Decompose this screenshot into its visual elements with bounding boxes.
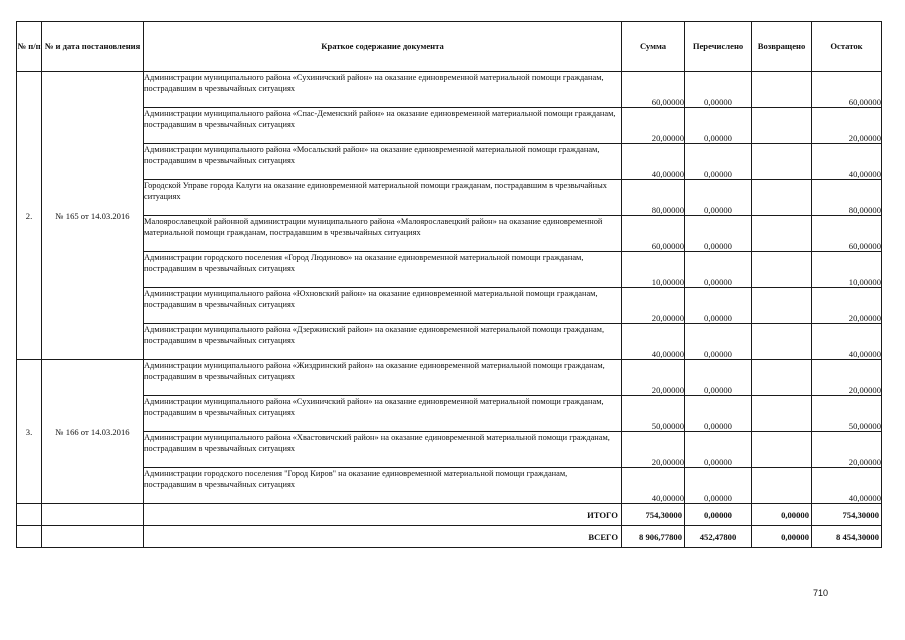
balance-cell: 50,00000 (812, 396, 882, 432)
total-row-vsego (17, 526, 882, 548)
returned-cell (752, 180, 812, 216)
total-row-itogo (17, 504, 882, 526)
returned-cell (752, 324, 812, 360)
grand-total-returned: 0,00000 (752, 526, 812, 548)
total-returned: 0,00000 (752, 504, 812, 526)
returned-cell (752, 396, 812, 432)
returned-cell (752, 108, 812, 144)
transferred-cell: 0,00000 (685, 396, 752, 432)
returned-cell (752, 288, 812, 324)
returned-cell (752, 252, 812, 288)
returned-cell (752, 216, 812, 252)
table-row (17, 288, 882, 324)
balance-cell: 40,00000 (812, 468, 882, 504)
table-row (17, 432, 882, 468)
table-row (17, 252, 882, 288)
description-cell: Администрации муниципального района «Сухиничский район» на оказание единовременной материальной помощи гражданам, пострадавшим в чрезвычайных ситуациях (144, 396, 622, 432)
returned-cell (752, 144, 812, 180)
balance-cell: 20,00000 (812, 432, 882, 468)
description-cell: Администрации муниципального района «Хвастовичский район» на оказание единовременной материальной помощи гражданам, пострадавшим в чрезвычайных ситуациях (144, 432, 622, 468)
sum-cell: 80,00000 (622, 180, 685, 216)
empty-cell (17, 526, 42, 548)
description-cell: Администрации муниципального района «Жиздринский район» на оказание единовременной материальной помощи гражданам, пострадавшим в чрезвычайных ситуациях (144, 360, 622, 396)
description-cell: Администрации муниципального района «Спас-Деменский район» на оказание единовременной материальной помощи гражданам, пострадавшим в чрезвычайных ситуациях (144, 108, 622, 144)
sum-cell: 20,00000 (622, 288, 685, 324)
empty-cell (17, 504, 42, 526)
transferred-cell: 0,00000 (685, 216, 752, 252)
grand-total-transferred: 452,47800 (685, 526, 752, 548)
empty-cell (42, 526, 144, 548)
description-cell: Администрации муниципального района «Сухиничский район» на оказание единовременной материальной помощи гражданам, пострадавшим в чрезвычайных ситуациях (144, 72, 622, 108)
sum-cell: 10,00000 (622, 252, 685, 288)
sum-cell: 40,00000 (622, 324, 685, 360)
sum-cell: 20,00000 (622, 108, 685, 144)
row-number: 3. (17, 360, 42, 504)
transferred-cell: 0,00000 (685, 252, 752, 288)
balance-cell: 20,00000 (812, 360, 882, 396)
header-num: № п/п (17, 22, 42, 72)
transferred-cell: 0,00000 (685, 432, 752, 468)
header-decree: № и дата постановления (42, 22, 144, 72)
grand-total-label: ВСЕГО (144, 526, 622, 548)
table-row (17, 108, 882, 144)
returned-cell (752, 72, 812, 108)
table-row (17, 324, 882, 360)
balance-cell: 10,00000 (812, 252, 882, 288)
balance-cell: 40,00000 (812, 144, 882, 180)
transferred-cell: 0,00000 (685, 360, 752, 396)
grand-total-sum: 8 906,77800 (622, 526, 685, 548)
transferred-cell: 0,00000 (685, 468, 752, 504)
table-row (17, 468, 882, 504)
transferred-cell: 0,00000 (685, 288, 752, 324)
total-balance: 754,30000 (812, 504, 882, 526)
balance-cell: 60,00000 (812, 72, 882, 108)
transferred-cell: 0,00000 (685, 144, 752, 180)
header-transferred: Перечислено (685, 22, 752, 72)
grand-total-balance: 8 454,30000 (812, 526, 882, 548)
description-cell: Городской Управе города Калуги на оказание единовременной материальной помощи гражданам, пострадавшим в чрезвычайных ситуациях (144, 180, 622, 216)
description-cell: Администрации городского поселения «Город Людиново» на оказание единовременной материальной помощи гражданам, пострадавшим в чрезвычайных ситуациях (144, 252, 622, 288)
balance-cell: 20,00000 (812, 108, 882, 144)
sum-cell: 40,00000 (622, 468, 685, 504)
budget-table (16, 21, 882, 548)
table-row (17, 360, 882, 396)
table-row (17, 72, 882, 108)
header-content: Краткое содержание документа (144, 22, 622, 72)
balance-cell: 80,00000 (812, 180, 882, 216)
transferred-cell: 0,00000 (685, 324, 752, 360)
decree-cell: № 166 от 14.03.2016 (42, 360, 144, 504)
empty-cell (42, 504, 144, 526)
returned-cell (752, 432, 812, 468)
transferred-cell: 0,00000 (685, 72, 752, 108)
balance-cell: 60,00000 (812, 216, 882, 252)
balance-cell: 40,00000 (812, 324, 882, 360)
returned-cell (752, 360, 812, 396)
transferred-cell: 0,00000 (685, 180, 752, 216)
header-row (17, 22, 882, 72)
sum-cell: 20,00000 (622, 360, 685, 396)
total-label: ИТОГО (144, 504, 622, 526)
table-row (17, 144, 882, 180)
returned-cell (752, 468, 812, 504)
sum-cell: 20,00000 (622, 432, 685, 468)
total-sum: 754,30000 (622, 504, 685, 526)
page-number: 710 (813, 588, 829, 598)
header-sum: Сумма (622, 22, 685, 72)
table-row (17, 216, 882, 252)
description-cell: Малоярославецкой районной администрации муниципального района «Малоярославецкий район» на оказание единовременной материальной помощи гражданам, пострадавшим в чрезвычайных ситуациях (144, 216, 622, 252)
transferred-cell: 0,00000 (685, 108, 752, 144)
sum-cell: 60,00000 (622, 216, 685, 252)
table-row (17, 180, 882, 216)
header-balance: Остаток (812, 22, 882, 72)
description-cell: Администрации городского поселения "Город Киров" на оказание единовременной материальной помощи гражданам, пострадавшим в чрезвычайных ситуациях (144, 468, 622, 504)
header-returned: Возвращено (752, 22, 812, 72)
row-number: 2. (17, 72, 42, 360)
sum-cell: 40,00000 (622, 144, 685, 180)
sum-cell: 50,00000 (622, 396, 685, 432)
balance-cell: 20,00000 (812, 288, 882, 324)
decree-cell: № 165 от 14.03.2016 (42, 72, 144, 360)
sum-cell: 60,00000 (622, 72, 685, 108)
total-transferred: 0,00000 (685, 504, 752, 526)
description-cell: Администрации муниципального района «Дзержинский район» на оказание единовременной материальной помощи гражданам, пострадавшим в чрезвычайных ситуациях (144, 324, 622, 360)
description-cell: Администрации муниципального района «Юхновский район» на оказание единовременной материальной помощи гражданам, пострадавшим в чрезвычайных ситуациях (144, 288, 622, 324)
description-cell: Администрации муниципального района «Мосальский район» на оказание единовременной материальной помощи гражданам, пострадавшим в чрезвычайных ситуациях (144, 144, 622, 180)
table-row (17, 396, 882, 432)
